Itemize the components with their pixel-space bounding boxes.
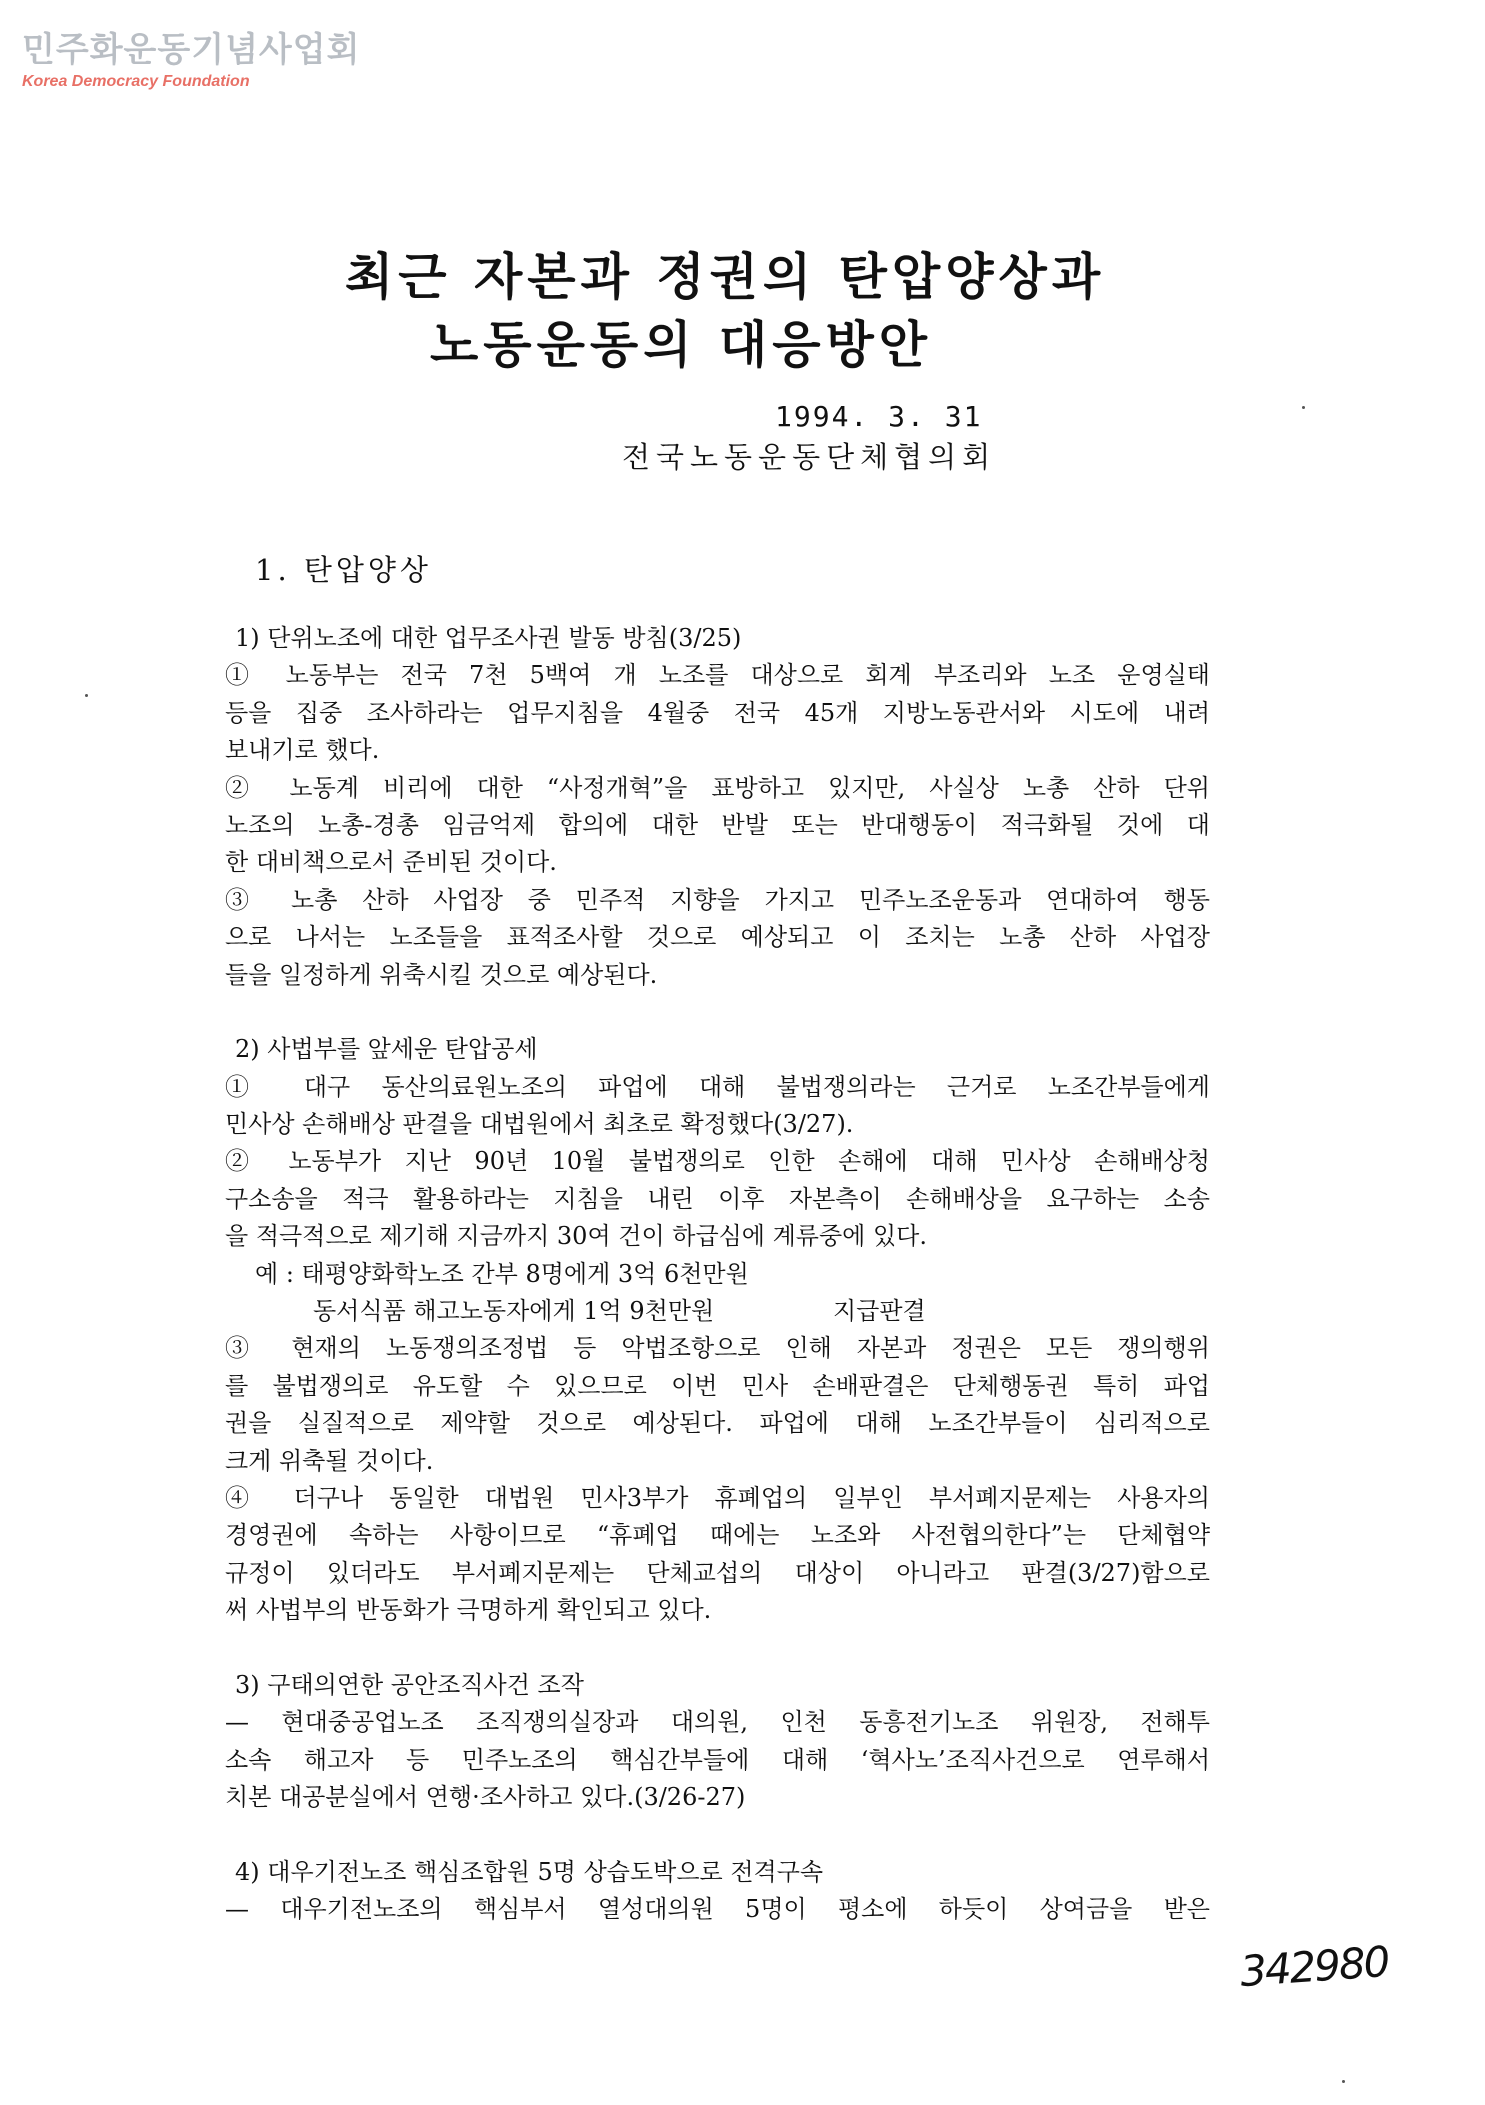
subsection-heading: 2) 사법부를 앞세운 탄압공세 (235, 1035, 538, 1064)
body-line: — 현대중공업노조 조직쟁의실장과 대의원, 인천 동흥전기노조 위원장, 전해투 (225, 1708, 1210, 1737)
body-line: ③ 노총 산하 사업장 중 민주적 지향을 가지고 민주노조운동과 연대하여 행동 (225, 885, 1210, 914)
body-line: 치본 대공분실에서 연행·조사하고 있다.(3/26-27) (225, 1783, 746, 1812)
watermark-name-en: Korea Democracy Foundation (22, 73, 250, 90)
subsection-heading: 4) 대우기전노조 핵심조합원 5명 상습도박으로 전격구속 (235, 1857, 824, 1886)
body-line: ① 대구 동산의료원노조의 파업에 대해 불법쟁의라는 근거로 노조간부들에게 (225, 1072, 1210, 1101)
subsection-heading: 3) 구태의연한 공안조직사건 조작 (235, 1670, 584, 1699)
body-line: ① 노동부는 전국 7천 5백여 개 노조를 대상으로 회계 부조리와 노조 운영실태 (225, 661, 1210, 690)
body-line: ② 노동계 비리에 대한 “사정개혁”을 표방하고 있지만, 사실상 노총 산하 단위 (225, 773, 1210, 802)
example-line: 예 : 태평양화학노조 간부 8명에게 3억 6천만원 (255, 1259, 749, 1288)
body-line: 을 적극적으로 제기해 지금까지 30여 건이 하급심에 계류중에 있다. (225, 1222, 927, 1251)
spacer (225, 1630, 1210, 1667)
example-amount: 동서식품 해고노동자에게 1억 9천만원 (313, 1297, 715, 1326)
title-line-1: 최근 자본과 정권의 탄압양상과 (345, 248, 1106, 306)
organization-name: 전국노동운동단체협의회 (622, 440, 997, 474)
document-date: 1994. 3. 31 (775, 400, 983, 433)
example-verdict: 지급판결 (833, 1297, 926, 1326)
scan-speck (85, 694, 88, 697)
body-line: 으로 나서는 노조들을 표적조사할 것으로 예상되고 이 조치는 노총 산하 사업장 (225, 923, 1210, 952)
body-line: 보내기로 했다. (225, 736, 380, 765)
body-line: ② 노동부가 지난 90년 10월 불법쟁의로 인한 손해에 대해 민사상 손해배상청 (225, 1147, 1210, 1176)
watermark-name-ko: 민주화운동기념사업회 (22, 30, 361, 70)
spacer (225, 994, 1210, 1031)
body-line: — 대우기전노조의 핵심부서 열성대의원 5명이 평소에 하듯이 상여금을 받은 (225, 1895, 1210, 1924)
body-line: 규정이 있더라도 부서폐지문제는 단체교섭의 대상이 아니라고 판결(3/27)함으로 (225, 1558, 1210, 1587)
body-line: 경영권에 속하는 사항이므로 “휴폐업 때에는 노조와 사전협의한다”는 단체협약 (225, 1521, 1210, 1550)
body-line: 크게 위축될 것이다. (225, 1446, 434, 1475)
body-line: 들을 일정하게 위축시킬 것으로 예상된다. (225, 960, 658, 989)
body-line: ③ 현재의 노동쟁의조정법 등 악법조항으로 인해 자본과 정권은 모든 쟁의행위 (225, 1334, 1210, 1363)
section-heading: 1. 탄압양상 (255, 553, 432, 587)
body-line: 권을 실질적으로 제약할 것으로 예상된다. 파업에 대해 노조간부들이 심리적으로 (225, 1409, 1210, 1438)
example-line (225, 1293, 1210, 1330)
spacer (225, 1817, 1210, 1854)
body-line: 써 사법부의 반동화가 극명하게 확인되고 있다. (225, 1596, 712, 1625)
body-line: 등을 집중 조사하라는 업무지침을 4월중 전국 45개 지방노동관서와 시도에 내려 (225, 698, 1210, 727)
body-line: 를 불법쟁의로 유도할 수 있으므로 이번 민사 손배판결은 단체행동권 특히 파업 (225, 1371, 1210, 1400)
document-body (225, 620, 1210, 1929)
body-line: 노조의 노총-경총 임금억제 합의에 대한 반발 또는 반대행동이 적극화될 것에 대 (225, 810, 1210, 839)
body-line: ④ 더구나 동일한 대법원 민사3부가 휴폐업의 일부인 부서폐지문제는 사용자의 (225, 1483, 1210, 1512)
body-line: 민사상 손해배상 판결을 대법원에서 최초로 확정했다(3/27). (225, 1110, 854, 1139)
scan-speck (1342, 2080, 1345, 2083)
watermark (22, 22, 360, 91)
body-line: 구소송을 적극 활용하라는 지침을 내린 이후 자본측이 손해배상을 요구하는 소송 (225, 1184, 1210, 1213)
body-line: 소속 해고자 등 민주노조의 핵심간부들에 대해 ‘혁사노’조직사건으로 연루해서 (225, 1745, 1210, 1774)
subsection-heading: 1) 단위노조에 대한 업무조사권 발동 방침(3/25) (235, 624, 742, 652)
body-line: 한 대비책으로서 준비된 것이다. (225, 848, 557, 877)
title-line-2: 노동운동의 대응방안 (430, 316, 933, 374)
scan-speck (1302, 406, 1305, 409)
handwritten-number: 342980 (1238, 1936, 1390, 1997)
